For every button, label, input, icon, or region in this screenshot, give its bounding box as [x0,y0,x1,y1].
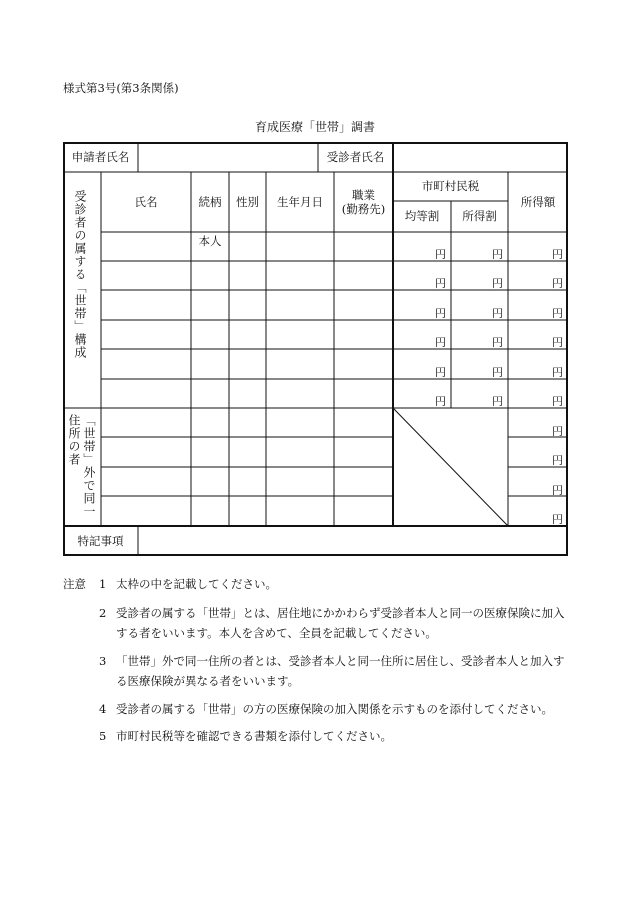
yen-unit: 円 [552,395,563,408]
document-title: 育成医療「世帯」調書 [254,120,375,134]
note-item [99,604,569,643]
col-header-tax-equal: 均等割 [404,209,440,224]
note-item [99,700,569,720]
applicant-name-field[interactable] [139,143,317,171]
same-address-others-label: 「世帯」外で同一住所の者 [67,414,96,518]
note-text: 受診者の属する「世帯」とは、居住地にかかわらず受診者本人と同一の医療保険に加入する者をいいます。本人を含めて、全員を記載してください。 [116,606,565,640]
col-header-relation: 続柄 [198,194,222,209]
col-header-name: 氏名 [134,194,158,209]
yen-unit: 円 [435,248,446,261]
yen-unit: 円 [492,336,503,349]
col-header-income: 所得額 [520,194,556,209]
note-item [99,727,569,747]
applicant-name-label: 申請者氏名 [71,149,130,164]
yen-unit: 円 [552,307,563,320]
yen-unit: 円 [492,277,503,290]
col-header-occupation [334,172,393,232]
household-members-label: 受診者の属する「世帯」構成 [73,190,87,359]
yen-unit: 円 [492,366,503,379]
yen-unit: 円 [552,425,563,438]
note-number: 2 [99,606,107,620]
yen-unit: 円 [552,366,563,379]
yen-unit: 円 [552,513,563,526]
col-header-dob: 生年月日 [277,194,323,209]
note-item [99,575,569,595]
yen-unit: 円 [552,277,563,290]
patient-name-field[interactable] [394,143,566,171]
note-item [99,652,569,691]
yen-unit: 円 [435,395,446,408]
relation-self-label: 本人 [198,233,222,248]
yen-unit: 円 [435,336,446,349]
yen-unit: 円 [492,395,503,408]
form-number-label: 様式第3号(第3条関係) [63,81,179,95]
note-text: 「世帯」外で同一住所の者とは、受診者本人と同一住所に居住し、受診者本人と加入する医療保険が異なる者をいいます。 [116,654,565,688]
note-number: 1 [99,577,107,591]
household-form-table [63,142,568,556]
yen-unit: 円 [435,366,446,379]
yen-unit: 円 [552,248,563,261]
note-number: 3 [99,654,107,668]
col-header-municipal-tax: 市町村民税 [421,179,480,194]
note-number: 4 [99,702,107,716]
yen-unit: 円 [552,454,563,467]
note-text: 太枠の中を記載してください。 [116,577,277,591]
yen-unit: 円 [435,277,446,290]
occupation-label: 職業 [352,187,375,202]
patient-name-label: 受診者氏名 [326,149,385,164]
col-header-tax-income: 所得割 [462,209,497,224]
notes-heading: 注意 [63,577,86,591]
col-header-sex: 性別 [236,194,259,209]
remarks-label: 特記事項 [77,533,124,548]
note-text: 市町村民税等を確認できる書類を添付してください。 [116,729,392,743]
yen-unit: 円 [492,248,503,261]
note-text: 受診者の属する「世帯」の方の医療保険の加入関係を示すものを添付してください。 [116,702,553,716]
yen-unit: 円 [435,307,446,320]
remarks-field[interactable] [139,527,567,555]
yen-unit: 円 [552,484,563,497]
yen-unit: 円 [492,307,503,320]
workplace-label: (勤務先) [341,202,386,216]
note-number: 5 [99,729,107,743]
yen-unit: 円 [552,336,563,349]
